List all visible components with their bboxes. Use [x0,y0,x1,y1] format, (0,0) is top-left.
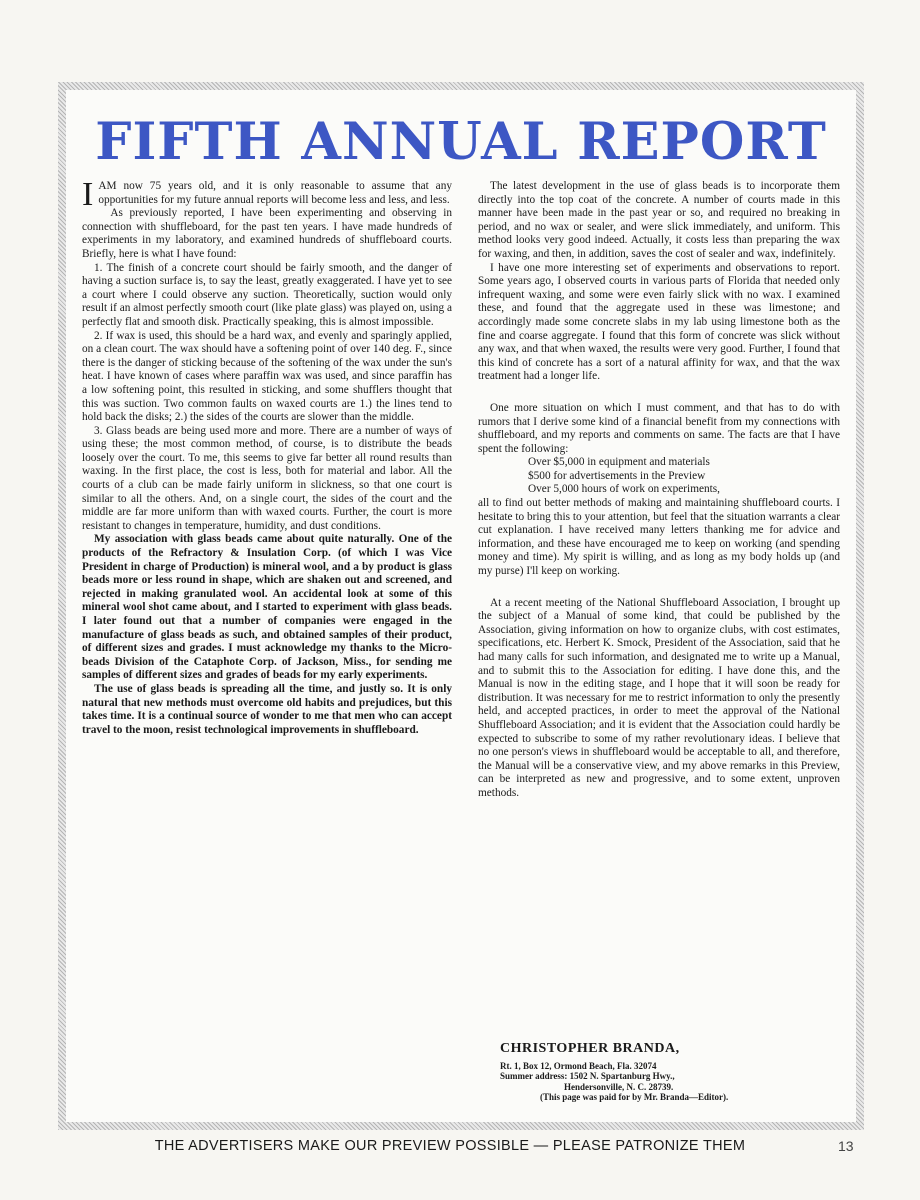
page-number: 13 [838,1138,854,1154]
signature-block [500,1041,850,1103]
paragraph-experiments: As previously reported, I have been experimenting and observing in connection with shuffleboard, for the past ten years. I have made hundreds of experiments in my laboratory, and examined hundreds of shuffleboard courts. Briefly, here is what I have found: [82,207,452,260]
paragraph-find-out: all to find out better methods of making and maintaining shuffleboard courts. I hesitate to bring this to your attention, but feel that the situation warrants a clear cut explanation. I have received many letters thanking me for advice and information, and these have encouraged me to keep on working (and spending money and time). My spirit is willing, and as long as my body holds up (and my purse) I'll keep on working. [478,497,840,578]
right-column [478,180,840,801]
address-line: Rt. 1, Box 12, Ormond Beach, Fla. 32074 [500,1060,657,1071]
summer-address-line: Summer address: 1502 N. Spartanburg Hwy., [500,1071,675,1081]
paragraph-spreading: The use of glass beads is spreading all the time, and justly so. It is only natural that new methods must overcome old habits and prejudices, but this takes time. It is a continual source of wonder to me that men who can accept travel to the moon, resist technological improvements in shuffleboard. [82,682,452,736]
paragraph-rumors: One more situation on which I must comment, and that has to do with rumors that I derive some kind of a financial benefit from my connections with shuffleboard, and my reports and comments on same. The facts are that I have spent the following: [478,401,840,455]
spending-list [528,456,840,497]
spending-item: $500 for advertisements in the Preview [528,469,706,482]
paragraph-manual: At a recent meeting of the National Shuffleboard Association, I brought up the subject of a Manual of some kind, that could be published by the Association, giving information on how to organize clubs, with cost estimates, specifications, etc. Herbert K. Smock, President of the Association, said that he had many calls for such information, and designated me to write up a Manual, and to submit this to the Association for editing. I have done this, and the Manual is now in the editing stage, and I hope that it will soon be ready for distribution. It was necessary for me to restrict information to only the presently held, and accepted practices, in order to meet the approval of the National Shuffleboard Association; and it is evident that the Association could hardly be expected to subscribe to some of my rather revolutionary ideas. I believe that no one person's views in shuffleboard would be acceptable to all, and therefore, the Manual will be a conservative view, and my above remarks in this Preview, can be interpreted as new and progressive, and to some extent, unproven methods. [478,596,840,799]
footer-banner: THE ADVERTISERS MAKE OUR PREVIEW POSSIBLE — PLEASE PATRONIZE THEM [154,1138,746,1154]
spending-item: Over $5,000 in equipment and materials [528,456,710,469]
paragraph-intro-text: AM now 75 years old, and it is only reasonable to assume that any opportunities for my future annual reports will become less and less, and less. [98,180,452,206]
paragraph-wax: 2. If wax is used, this should be a hard wax, and evenly and sparingly applied, on a clean court. The wax should have a softening point of over 140 deg. F., since there is the danger of sticking because of the softening of the wax under the sun's heat. I have known of cases where paraffin wax was used, and since paraffin has a low softening point, this resulted in sticking, and some shufflers thought that this was suction. Two common faults on waxed courts are 1.) the lines tend to hold back the disks; 2.) the sides of the courts are slower than the middle. [82,329,452,424]
paragraph-glass-beads: 3. Glass beads are being used more and more. There are a number of ways of using these; the most common method, of course, is to distribute the beads loosely over the court. To me, this seems to give far better all round results than waxing. In the first place, the cost is less, both for material and labor. All the courts of a club can be made fairly uniform in slickness, so that one court is similar to all the others. And, on a single court, the sides of the court and the middle are far more uniform than with waxed courts. Further, the court is more resistant to changes in temperature, humidity, and dust conditions. [82,424,452,532]
spending-item: Over 5,000 hours of work on experiments, [528,483,721,496]
paragraph-latest-development: The latest development in the use of glass beads is to incorporate them directly into the top coat of the concrete. A number of courts made in this manner have been made in the past year or so, and required no breaking in period, and no wax or sealer, and were slick immediately, and uniform. This method looks very good indeed. Actually, it costs less than preparing the wax for waxing, and then, in addition, saves the cost of sealer and wax, indefinitely. [478,180,840,260]
paragraph-association: My association with glass beads came about quite naturally. One of the products of the Refractory & Insulation Corp. (of which I was Vice President in charge of Production) is mineral wool, and a by product is glass beads more or less round in shape, which are shaken out and screened, and rejected in making granulated wool. An accidental look at some of this mineral wool shot came about, and I started to experiment with glass beads. I later found out that a number of companies were engaged in the manufacture of glass beads as such, and obtained samples of their product, of different sizes and grades. I must acknowledge my thanks to the Micro-beads Division of the Cataphote Corp. of Jackson, Miss., for sending me samples of different sizes and grades of beads for my early experiments. [82,533,452,682]
paragraph-finish: 1. The finish of a concrete court should be fairly smooth, and the danger of having a suction surface is, to say the least, greatly exaggerated. I have yet to see a court where I could observe any suction. Theoretically, suction would only result if an almost perfectly smooth court (like plate glass) was played on, using a perfectly flat and smooth disk. Practically speaking, this is almost impossible. [82,261,452,328]
author-name: CHRISTOPHER BRANDA, [500,1041,680,1056]
page-title: FIFTH ANNUAL REPORT [95,112,827,172]
paragraph-limestone: I have one more interesting set of experiments and observations to report. Some years ago, I observed courts in various parts of Florida that needed only infrequent waxing, and some were even fairly slick with no wax. I examined these, and found that the aggregate used in these was limestone; and accordingly made some concrete slabs in my lab using limestone both as the fine and coarse aggregate. I found that this form of concrete was slick without any wax, and that when waxed, the results were very good. Further, I found that this kind of concrete has a sort of a natural affinity for wax, and that the wax treatment had a longer life. [478,261,840,383]
paragraph-intro [82,176,452,213]
drop-cap: I [82,176,94,213]
summer-address-city: Hendersonville, N. C. 28739. [564,1081,674,1092]
left-column [82,176,452,737]
editor-note: (This page was paid for by Mr. Branda—Editor). [540,1092,729,1102]
